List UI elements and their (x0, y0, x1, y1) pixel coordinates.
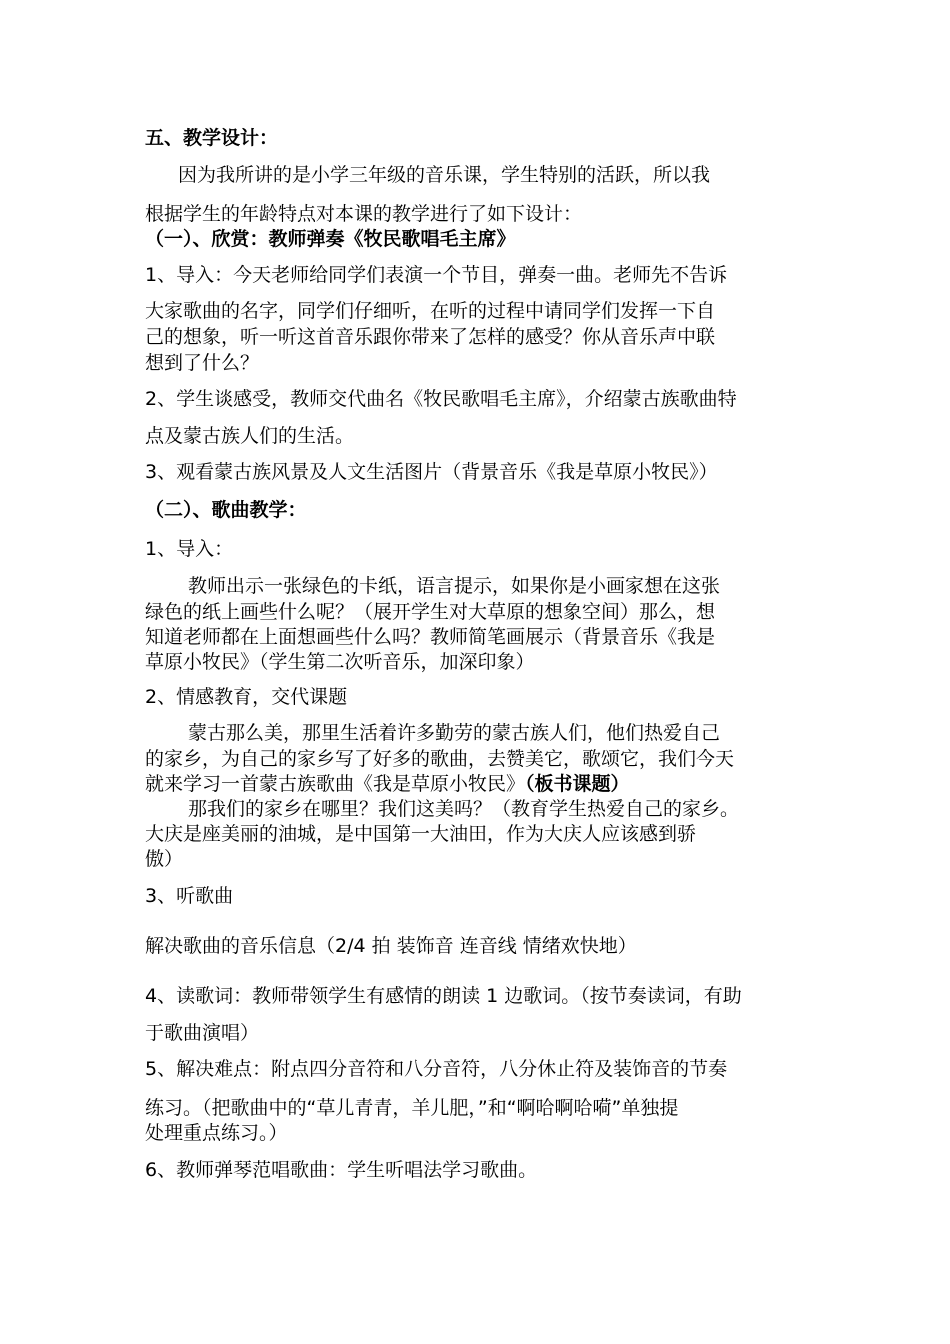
intro-line-2: 根据学生的年龄特点对本课的教学进行了如下设计： (145, 203, 583, 225)
part2-heading: （二）、歌曲教学： (145, 499, 307, 521)
part1-item2-line-1: 2、学生谈感受，教师交代曲名《牧民歌唱毛主席》，介绍蒙古族歌曲特 (145, 388, 737, 410)
part2-item4-line-2: 于歌曲演唱） (145, 1022, 260, 1044)
part2-item1-line-1: 教师出示一张绿色的卡纸，语言提示，如果你是小画家想在这张 (188, 575, 721, 597)
part1-item1-line-1: 1、导入：今天老师给同学们表演一个节目，弹奏一曲。老师先不告诉 (145, 264, 728, 286)
part2-item1-line-3: 知道老师都在上面想画些什么吗？教师简笔画展示（背景音乐《我是 (145, 626, 716, 648)
part2-item4-line-1: 4、读歌词：教师带领学生有感情的朗读 1 边歌词。（按节奏读词，有助 (145, 985, 742, 1007)
intro-line-1: 因为我所讲的是小学三年级的音乐课，学生特别的活跃，所以我 (178, 164, 711, 186)
part2-item2-title: 2、情感教育，交代课题 (145, 686, 348, 708)
part1-item1-line-4: 想到了什么？ (145, 352, 260, 374)
part1-item1-line-3: 己的想象，听一听这首音乐跟你带来了怎样的感受？你从音乐声中联 (145, 326, 716, 348)
part2-item5-line-3: 处理重点练习。） (145, 1122, 288, 1144)
part2-item2-line-5: 大庆是座美丽的油城，是中国第一大油田，作为大庆人应该感到骄 (145, 823, 697, 845)
part2-item5-line-2: 练习。（把歌曲中的“草儿青青，羊儿肥，”和“啊哈啊哈嗬”单独提 (145, 1097, 679, 1119)
part1-item3: 3、观看蒙古族风景及人文生活图片（背景音乐《我是草原小牧民》） (145, 461, 718, 483)
part2-item2-line-1: 蒙古那么美，那里生活着许多勤劳的蒙古族人们，他们热爱自己 (188, 722, 721, 744)
part2-item2-line-3 (145, 771, 815, 797)
blackboard-title-note: （板书课题） (525, 773, 630, 795)
part2-item6: 6、教师弹琴范唱歌曲：学生听唱法学习歌曲。 (145, 1159, 538, 1181)
part2-item1-title: 1、导入： (145, 538, 234, 560)
part2-item5-line-1: 5、解决难点：附点四分音符和八分音符，八分休止符及装饰音的节奏 (145, 1058, 728, 1080)
part1-item1-line-2: 大家歌曲的名字，同学们仔细听，在听的过程中请同学们发挥一下自 (145, 300, 716, 322)
part2-item3-title: 3、听歌曲 (145, 885, 234, 907)
part2-item1-line-2: 绿色的纸上画些什么呢？（展开学生对大草原的想象空间）那么，想 (145, 601, 716, 623)
part2-item2-line-4: 那我们的家乡在哪里？我们这美吗？（教育学生热爱自己的家乡。 (188, 798, 740, 820)
part1-heading: （一）、欣赏：教师弹奏《牧民歌唱毛主席》 (145, 228, 516, 250)
part2-item2-line-6: 傲） (145, 848, 184, 870)
part2-item2-line-3-text: 就来学习一首蒙古族歌曲《我是草原小牧民》 (145, 773, 526, 795)
section-title: 五、教学设计： (145, 127, 279, 149)
part2-item3-body: 解决歌曲的音乐信息（2/4 拍 装饰音 连音线 情绪欢快地） (145, 935, 637, 957)
part2-item1-line-4: 草原小牧民》（学生第二次听音乐，加深印象） (145, 651, 535, 673)
part1-item2-line-2: 点及蒙古族人们的生活。 (145, 425, 355, 447)
part2-item2-line-2: 的家乡，为自己的家乡写了好多的歌曲，去赞美它，歌颂它，我们今天 (145, 748, 735, 770)
